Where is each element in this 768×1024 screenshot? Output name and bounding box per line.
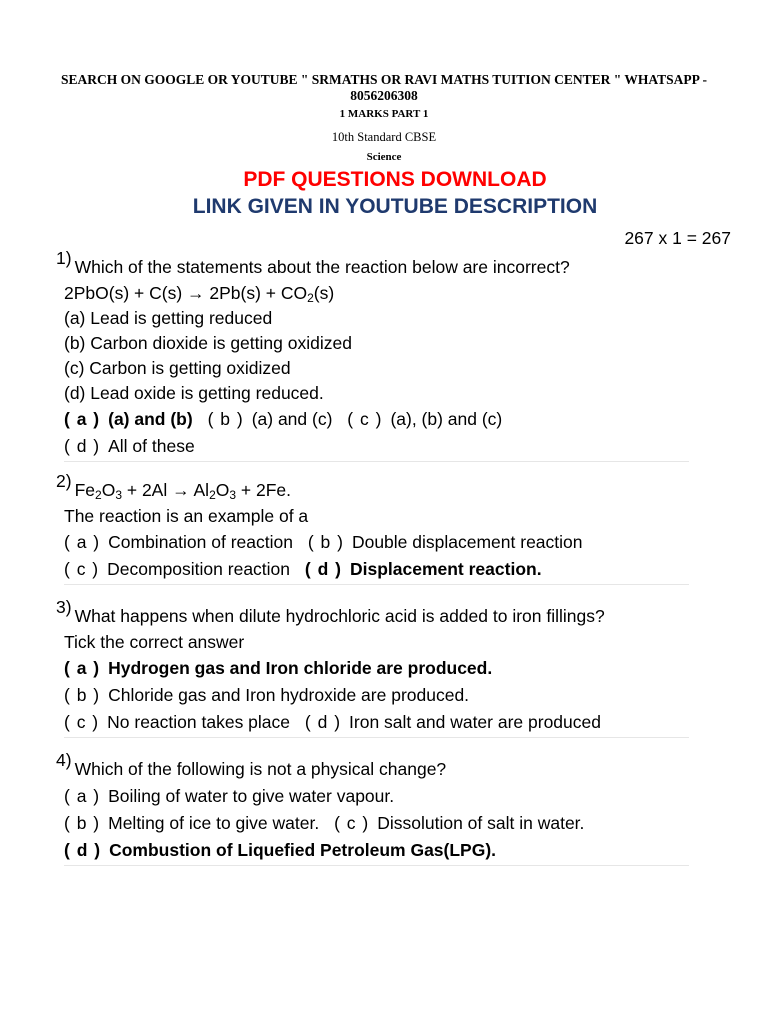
reaction-equation: $Fe_2O_3 + 2Al \to Al_2O_3 + 2Fe$. — [74, 480, 292, 502]
header-standard: 10th Standard CBSE — [331, 130, 437, 144]
option-b: ( b ) Chloride gas and Iron hydroxide are produced. — [64, 685, 470, 705]
total-marks: 267 x 1 = 267 — [624, 228, 731, 248]
reaction-equation: $2PbO(s) + C(s) \to 2Pb(s) + CO_2(s)$ — [64, 283, 335, 305]
question-instruction: Tick the correct answer — [64, 632, 245, 652]
option-d: ( d ) Iron salt and water are produced — [304, 712, 601, 732]
question-text: What happens when dilute hydrochloric acid is added to iron fillings? — [74, 606, 605, 626]
divider — [64, 737, 689, 738]
youtube-link-title: LINK GIVEN IN YOUTUBE DESCRIPTION — [192, 195, 598, 218]
divider — [64, 865, 689, 866]
option-b: ( b ) Double displacement reaction — [307, 532, 583, 552]
statement: (b) Carbon dioxide is getting oxidized — [64, 333, 352, 353]
option-a: ( a ) Combination of reaction — [64, 532, 293, 552]
divider — [64, 461, 689, 462]
header-marks-part: 1 MARKS PART 1 — [339, 108, 429, 120]
option-c: ( c ) (a), (b) and (c) — [347, 409, 503, 429]
question-text: The reaction is an example of a — [64, 506, 309, 526]
header-subject: Science — [366, 151, 402, 163]
option-d: ( d ) All of these — [64, 436, 195, 456]
option-a-correct: ( a ) (a) and (b) — [64, 409, 193, 429]
pdf-download-title: PDF QUESTIONS DOWNLOAD — [243, 168, 547, 191]
question-number: 2) — [56, 471, 72, 491]
option-b: ( b ) (a) and (c) — [207, 409, 333, 429]
statement: (c) Carbon is getting oxidized — [64, 358, 291, 378]
question-text: Which of the statements about the reaction below are incorrect? — [74, 257, 570, 277]
option-a-correct: ( a ) Hydrogen gas and Iron chloride are produced. — [64, 658, 493, 678]
statement: (a) Lead is getting reduced — [64, 308, 273, 328]
question-1 — [56, 248, 696, 462]
question-3 — [56, 597, 696, 738]
option-b: ( b ) Melting of ice to give water. — [64, 813, 320, 833]
option-d-correct: ( d ) Displacement reaction. — [304, 559, 542, 579]
question-number: 1) — [56, 248, 72, 268]
option-c: ( c ) Decomposition reaction — [64, 559, 291, 579]
option-a: ( a ) Boiling of water to give water vapour. — [64, 786, 395, 806]
divider — [64, 584, 689, 585]
question-number: 3) — [56, 597, 72, 617]
option-d-correct: ( d ) Combustion of Liquefied Petroleum Gas(LPG). — [64, 840, 497, 860]
header-search-line: SEARCH ON GOOGLE OR YOUTUBE " SRMATHS OR RAVI MATHS TUITION CENTER " WHATSAPP - 8056206308 — [60, 72, 708, 103]
option-c: ( c ) No reaction takes place — [64, 712, 291, 732]
question-4 — [56, 750, 696, 866]
question-text: Which of the following is not a physical change? — [74, 759, 447, 779]
option-c: ( c ) Dissolution of salt in water. — [334, 813, 585, 833]
question-2 — [56, 471, 696, 585]
statement: (d) Lead oxide is getting reduced. — [64, 383, 324, 403]
question-number: 4) — [56, 750, 72, 770]
